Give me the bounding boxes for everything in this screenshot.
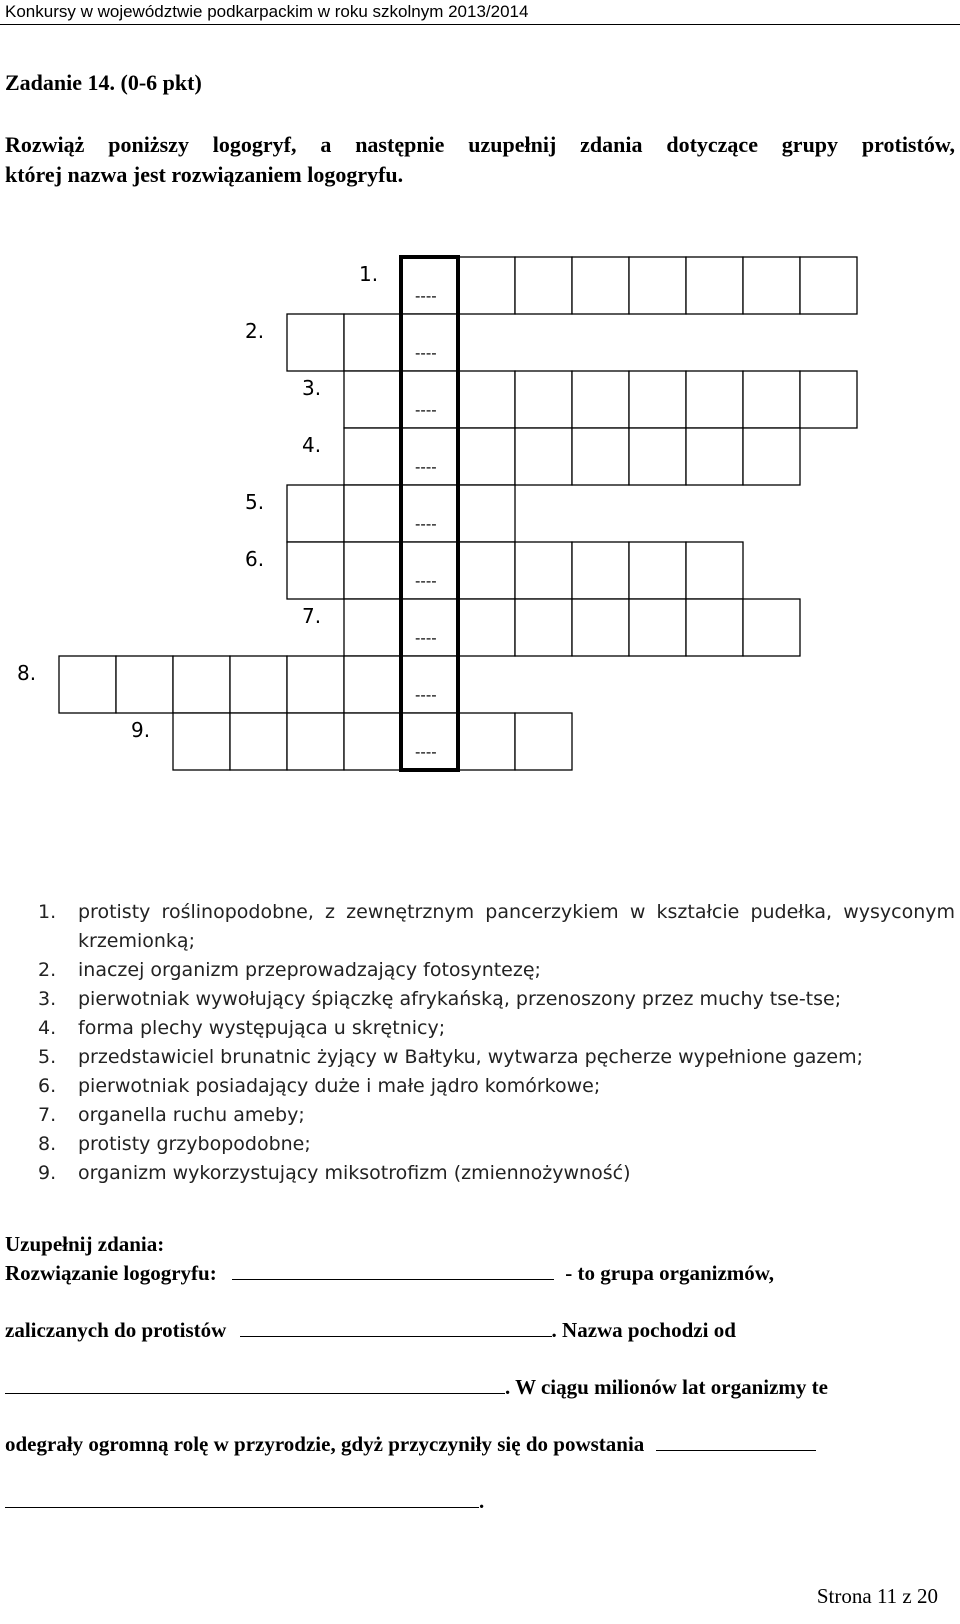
clue-item: [30, 1159, 955, 1188]
grid-cell[interactable]: [686, 599, 743, 656]
grid-cell[interactable]: [515, 257, 572, 314]
grid-cell[interactable]: [458, 428, 515, 485]
row-number-label: 9.: [131, 718, 151, 742]
sentence-3-end: . W ciągu milionów lat organizmy te: [505, 1375, 828, 1399]
clue-number: 2.: [38, 959, 57, 981]
clue-text: protisty roślinopodobne, z zewnętrznym pancerzykiem w kształcie pudełka, wysyconym krzemionką;: [78, 901, 955, 952]
answer-blank-group[interactable]: [240, 1316, 552, 1337]
grid-cell[interactable]: [401, 428, 458, 485]
grid-cell[interactable]: [515, 713, 572, 770]
header-text: Konkursy w województwie podkarpackim w roku szkolnym 2013/2014: [5, 2, 529, 21]
clue-number: 4.: [38, 1017, 57, 1039]
grid-cell[interactable]: [344, 371, 401, 428]
grid-cell[interactable]: [515, 599, 572, 656]
sentence-2-end: . Nazwa pochodzi od: [551, 1318, 736, 1342]
grid-cell[interactable]: [344, 542, 401, 599]
grid-cell[interactable]: [458, 542, 515, 599]
solution-marker: ----: [415, 572, 437, 590]
grid-cell[interactable]: [116, 656, 173, 713]
completion-sentence-4: [5, 1430, 816, 1459]
grid-cell[interactable]: [401, 371, 458, 428]
row-number-label: 6.: [245, 547, 265, 571]
grid-cell[interactable]: [743, 428, 800, 485]
sentence-1-end: - to grupa organizmów,: [565, 1261, 775, 1285]
clue-item: [30, 898, 955, 956]
clue-item: [30, 956, 955, 985]
clue-text: pierwotniak posiadający duże i małe jądro komórkowe;: [78, 1075, 601, 1097]
grid-cell[interactable]: [629, 428, 686, 485]
header-rule: [0, 24, 960, 25]
grid-cell[interactable]: [401, 485, 458, 542]
solution-marker: ----: [415, 344, 437, 362]
grid-cell[interactable]: [287, 542, 344, 599]
clue-number: 5.: [38, 1046, 57, 1068]
clue-number: 6.: [38, 1075, 57, 1097]
grid-cell[interactable]: [686, 542, 743, 599]
clue-item: [30, 985, 955, 1014]
grid-cell[interactable]: [287, 713, 344, 770]
grid-cell[interactable]: [344, 428, 401, 485]
grid-cell[interactable]: [572, 542, 629, 599]
grid-cell[interactable]: [344, 656, 401, 713]
clue-text: przedstawiciel brunatnic żyjący w Bałtyku, wytwarza pęcherze wypełnione gazem;: [78, 1046, 864, 1068]
row-number-label: 2.: [245, 319, 265, 343]
grid-cell[interactable]: [173, 713, 230, 770]
solution-marker: ----: [415, 287, 437, 305]
clue-item: [30, 1130, 955, 1159]
row-number-label: 3.: [302, 376, 322, 400]
completion-sentence-5: [5, 1487, 484, 1516]
grid-cell[interactable]: [59, 656, 116, 713]
task-title: Zadanie 14. (0-6 pkt): [5, 70, 202, 95]
grid-cell[interactable]: [800, 371, 857, 428]
grid-cell[interactable]: [515, 428, 572, 485]
grid-cell[interactable]: [686, 257, 743, 314]
row-number-label: 7.: [302, 604, 322, 628]
answer-blank-origin[interactable]: [5, 1373, 505, 1394]
grid-cell[interactable]: [344, 599, 401, 656]
grid-cell[interactable]: [287, 314, 344, 371]
answer-blank-solution[interactable]: [232, 1259, 554, 1280]
grid-cell[interactable]: [458, 257, 515, 314]
instruction-line-2: której nazwa jest rozwiązaniem logogryfu.: [5, 162, 404, 187]
sentence-2-start: zaliczanych do protistów: [5, 1318, 227, 1342]
grid-cell[interactable]: [515, 542, 572, 599]
grid-cell[interactable]: [629, 599, 686, 656]
clue-text: organella ruchu ameby;: [78, 1104, 305, 1126]
answer-blank-formation-2[interactable]: [5, 1487, 479, 1508]
clue-text: pierwotniak wywołujący śpiączkę afrykańską, przenoszony przez muchy tse-tse;: [78, 988, 842, 1010]
clue-text: protisty grzybopodobne;: [78, 1133, 311, 1155]
solution-marker: ----: [415, 629, 437, 647]
row-number-label: 1.: [359, 262, 379, 286]
grid-cell[interactable]: [800, 257, 857, 314]
grid-cell[interactable]: [458, 713, 515, 770]
grid-cell[interactable]: [629, 371, 686, 428]
solution-marker: ----: [415, 515, 437, 533]
grid-cell[interactable]: [629, 542, 686, 599]
grid-cell[interactable]: [686, 428, 743, 485]
grid-cell[interactable]: [458, 485, 515, 542]
completion-sentence-2: [5, 1316, 736, 1345]
row-number-label: 5.: [245, 490, 265, 514]
grid-cell[interactable]: [743, 257, 800, 314]
task-instruction: [5, 130, 955, 190]
sentence-4-text: odegrały ogromną rolę w przyrodzie, gdyż przyczyniły się do powstania: [5, 1432, 645, 1456]
completion-heading: Uzupełnij zdania:: [5, 1232, 165, 1256]
clue-number: 8.: [38, 1133, 57, 1155]
grid-cell[interactable]: [458, 371, 515, 428]
grid-cell[interactable]: [572, 599, 629, 656]
solution-marker: ----: [415, 458, 437, 476]
page-header: [0, 0, 960, 26]
completion-sentence-1: [5, 1259, 774, 1288]
clue-list: [30, 898, 955, 1188]
clue-text: inaczej organizm przeprowadzający fotosyntezę;: [78, 959, 541, 981]
row-number-label: 4.: [302, 433, 322, 457]
sentence-1-start: Rozwiązanie logogryfu:: [5, 1261, 217, 1285]
grid-cell[interactable]: [401, 713, 458, 770]
grid-cell[interactable]: [743, 599, 800, 656]
grid-cell[interactable]: [344, 314, 401, 371]
grid-cell[interactable]: [572, 428, 629, 485]
logogriph-grid: [0, 255, 960, 815]
grid-cell[interactable]: [401, 542, 458, 599]
clue-number: 9.: [38, 1162, 57, 1184]
instruction-line-1: Rozwiąż poniższy logogryf, a następnie uzupełnij zdania dotyczące grupy protistów,: [5, 132, 955, 157]
clue-number: 7.: [38, 1104, 57, 1126]
solution-marker: ----: [415, 686, 437, 704]
grid-cell[interactable]: [173, 656, 230, 713]
grid-cell[interactable]: [515, 371, 572, 428]
grid-cell[interactable]: [344, 485, 401, 542]
grid-cell[interactable]: [401, 599, 458, 656]
clue-item: [30, 1072, 955, 1101]
solution-marker: ----: [415, 743, 437, 761]
grid-cell[interactable]: [287, 656, 344, 713]
row-number-label: 8.: [17, 661, 37, 685]
sentence-5-end: .: [479, 1489, 485, 1513]
grid-cell[interactable]: [458, 599, 515, 656]
answer-blank-formation-1[interactable]: [656, 1430, 816, 1451]
solution-marker: ----: [415, 401, 437, 419]
completion-sentence-3: [5, 1373, 828, 1402]
clue-text: organizm wykorzystujący miksotrofizm (zmiennożywność): [78, 1162, 631, 1184]
grid-cell[interactable]: [686, 371, 743, 428]
grid-cell[interactable]: [230, 713, 287, 770]
grid-cell[interactable]: [230, 656, 287, 713]
clue-number: 1.: [38, 901, 57, 923]
grid-cell[interactable]: [401, 656, 458, 713]
grid-cell[interactable]: [401, 314, 458, 371]
grid-cell[interactable]: [572, 371, 629, 428]
grid-cell[interactable]: [287, 485, 344, 542]
page-number: Strona 11 z 20: [816, 1584, 938, 1608]
grid-cell[interactable]: [629, 257, 686, 314]
grid-cell[interactable]: [401, 257, 458, 314]
clue-item: [30, 1101, 955, 1130]
clue-item: [30, 1043, 955, 1072]
clue-item: [30, 1014, 955, 1043]
clue-text: forma plechy występująca u skrętnicy;: [78, 1017, 446, 1039]
grid-cell[interactable]: [743, 371, 800, 428]
grid-cell[interactable]: [572, 257, 629, 314]
clue-number: 3.: [38, 988, 57, 1010]
grid-cell[interactable]: [344, 713, 401, 770]
